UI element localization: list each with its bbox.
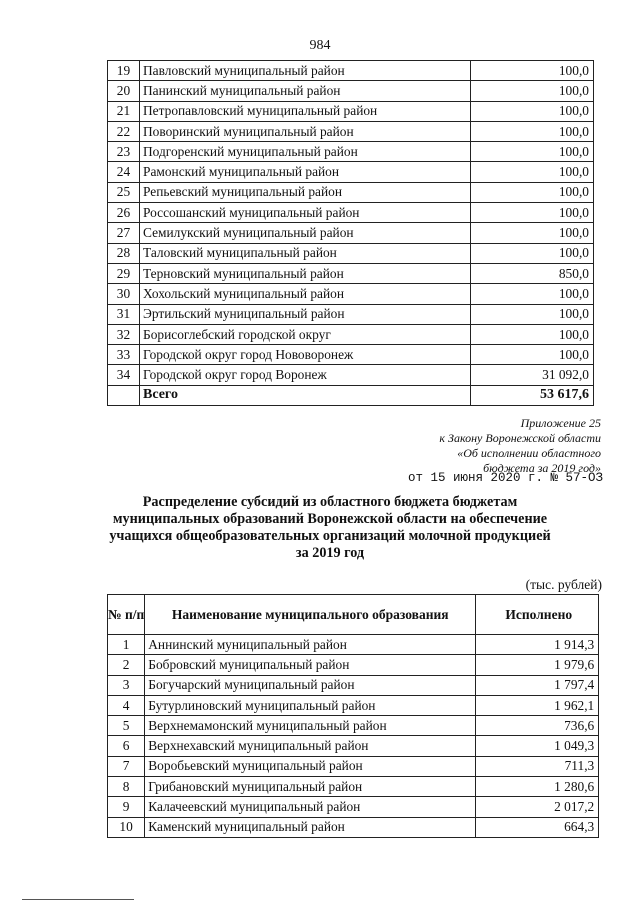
table-row <box>108 736 599 756</box>
row-name: Городской округ город Воронеж <box>140 365 471 385</box>
row-number: 20 <box>108 81 140 101</box>
row-number: 5 <box>108 716 145 736</box>
row-number: 7 <box>108 756 145 776</box>
row-name: Верхнехавский муниципальный район <box>145 736 476 756</box>
row-name: Каменский муниципальный район <box>145 817 476 837</box>
row-name: Петропавловский муниципальный район <box>140 101 471 121</box>
row-value: 1 962,1 <box>476 695 599 715</box>
row-number: 6 <box>108 736 145 756</box>
row-name: Россошанский муниципальный район <box>140 203 471 223</box>
table-row <box>108 101 594 121</box>
row-name: Подгоренский муниципальный район <box>140 142 471 162</box>
row-name: Рамонский муниципальный район <box>140 162 471 182</box>
document-title <box>100 494 560 562</box>
row-number: 31 <box>108 304 140 324</box>
row-name: Таловский муниципальный район <box>140 243 471 263</box>
row-value: 100,0 <box>471 101 594 121</box>
table-row <box>108 263 594 283</box>
row-number: 3 <box>108 675 145 695</box>
row-number: 28 <box>108 243 140 263</box>
row-value: 1 797,4 <box>476 675 599 695</box>
table-row <box>108 365 594 385</box>
row-number: 25 <box>108 182 140 202</box>
row-value: 1 280,6 <box>476 777 599 797</box>
subsidy-table-continued <box>107 60 594 406</box>
row-number: 22 <box>108 121 140 141</box>
row-value: 100,0 <box>471 162 594 182</box>
row-name: Павловский муниципальный район <box>140 61 471 81</box>
header-num: № п/п <box>108 595 145 635</box>
title-line-4: за 2019 год <box>295 545 365 561</box>
total-num-cell <box>108 385 140 405</box>
row-name: Панинский муниципальный район <box>140 81 471 101</box>
table-row <box>108 635 599 655</box>
units-label: (тыс. рублей) <box>525 577 602 592</box>
total-row <box>108 385 594 405</box>
row-value: 100,0 <box>471 182 594 202</box>
table-row <box>108 61 594 81</box>
table-row <box>108 675 599 695</box>
appendix-law-name-cont: бюджета за 2019 год» <box>483 461 601 475</box>
row-name: Верхнемамонский муниципальный район <box>145 716 476 736</box>
row-value: 100,0 <box>471 345 594 365</box>
table-row <box>108 284 594 304</box>
footnote-divider <box>22 899 134 900</box>
header-value: Исполнено <box>476 595 599 635</box>
appendix-number: Приложение 25 <box>520 416 601 430</box>
table-row <box>108 716 599 736</box>
table-row <box>108 81 594 101</box>
appendix-law-name: «Об исполнении областного <box>457 446 601 460</box>
row-name: Грибановский муниципальный район <box>145 777 476 797</box>
row-number: 23 <box>108 142 140 162</box>
row-value: 100,0 <box>471 121 594 141</box>
row-value: 100,0 <box>471 324 594 344</box>
row-name: Поворинский муниципальный район <box>140 121 471 141</box>
row-value: 31 092,0 <box>471 365 594 385</box>
row-name: Городской округ город Нововоронеж <box>140 345 471 365</box>
row-number: 2 <box>108 655 145 675</box>
row-number: 9 <box>108 797 145 817</box>
table-row <box>108 345 594 365</box>
row-number: 19 <box>108 61 140 81</box>
table-row <box>108 695 599 715</box>
row-name: Терновский муниципальный район <box>140 263 471 283</box>
table-row <box>108 142 594 162</box>
row-value: 100,0 <box>471 223 594 243</box>
row-number: 4 <box>108 695 145 715</box>
page-number: 984 <box>309 38 331 53</box>
table-row <box>108 324 594 344</box>
row-number: 8 <box>108 777 145 797</box>
table-row <box>108 243 594 263</box>
table-row <box>108 655 599 675</box>
row-number: 26 <box>108 203 140 223</box>
table-header-row <box>108 595 599 635</box>
title-line-1: Распределение субсидий из областного бюджета бюджетам <box>142 494 518 510</box>
row-value: 736,6 <box>476 716 599 736</box>
row-value: 1 914,3 <box>476 635 599 655</box>
row-name: Эртильский муниципальный район <box>140 304 471 324</box>
row-name: Калачеевский муниципальный район <box>145 797 476 817</box>
row-number: 32 <box>108 324 140 344</box>
title-line-3: учащихся общеобразовательных организаций молочной продукцией <box>109 528 551 544</box>
row-number: 24 <box>108 162 140 182</box>
row-value: 2 017,2 <box>476 797 599 817</box>
row-name: Бутурлиновский муниципальный район <box>145 695 476 715</box>
row-name: Воробьевский муниципальный район <box>145 756 476 776</box>
row-value: 850,0 <box>471 263 594 283</box>
row-value: 100,0 <box>471 304 594 324</box>
row-number: 27 <box>108 223 140 243</box>
table-row <box>108 756 599 776</box>
title-line-2: муниципальных образований Воронежской области на обеспечение <box>112 511 548 527</box>
row-value: 100,0 <box>471 142 594 162</box>
row-value: 100,0 <box>471 203 594 223</box>
table-row <box>108 777 599 797</box>
row-number: 30 <box>108 284 140 304</box>
table-row <box>108 797 599 817</box>
row-number: 29 <box>108 263 140 283</box>
row-value: 100,0 <box>471 284 594 304</box>
milk-subsidy-table <box>107 594 599 838</box>
row-name: Бобровский муниципальный район <box>145 655 476 675</box>
row-value: 1 049,3 <box>476 736 599 756</box>
table-row <box>108 162 594 182</box>
row-name: Аннинский муниципальный район <box>145 635 476 655</box>
row-value: 1 979,6 <box>476 655 599 675</box>
table-row <box>108 223 594 243</box>
row-number: 21 <box>108 101 140 121</box>
table-row <box>108 182 594 202</box>
row-value: 100,0 <box>471 243 594 263</box>
row-number: 10 <box>108 817 145 837</box>
row-name: Хохольский муниципальный район <box>140 284 471 304</box>
appendix-law-ref: к Закону Воронежской области <box>439 431 601 445</box>
row-value: 664,3 <box>476 817 599 837</box>
row-number: 33 <box>108 345 140 365</box>
table-row <box>108 304 594 324</box>
row-name: Борисоглебский городской округ <box>140 324 471 344</box>
table-row <box>108 121 594 141</box>
table-row <box>108 817 599 837</box>
total-label: Всего <box>140 385 471 405</box>
row-name: Богучарский муниципальный район <box>145 675 476 695</box>
row-value: 711,3 <box>476 756 599 776</box>
row-name: Репьевский муниципальный район <box>140 182 471 202</box>
header-name: Наименование муниципального образования <box>145 595 476 635</box>
row-value: 100,0 <box>471 61 594 81</box>
table-row <box>108 203 594 223</box>
appendix-caption <box>439 416 601 476</box>
row-name: Семилукский муниципальный район <box>140 223 471 243</box>
total-value: 53 617,6 <box>471 385 594 405</box>
row-number: 34 <box>108 365 140 385</box>
row-number: 1 <box>108 635 145 655</box>
row-value: 100,0 <box>471 81 594 101</box>
law-date-stamp: от 15 июня 2020 г. № 57-ОЗ <box>407 471 603 485</box>
